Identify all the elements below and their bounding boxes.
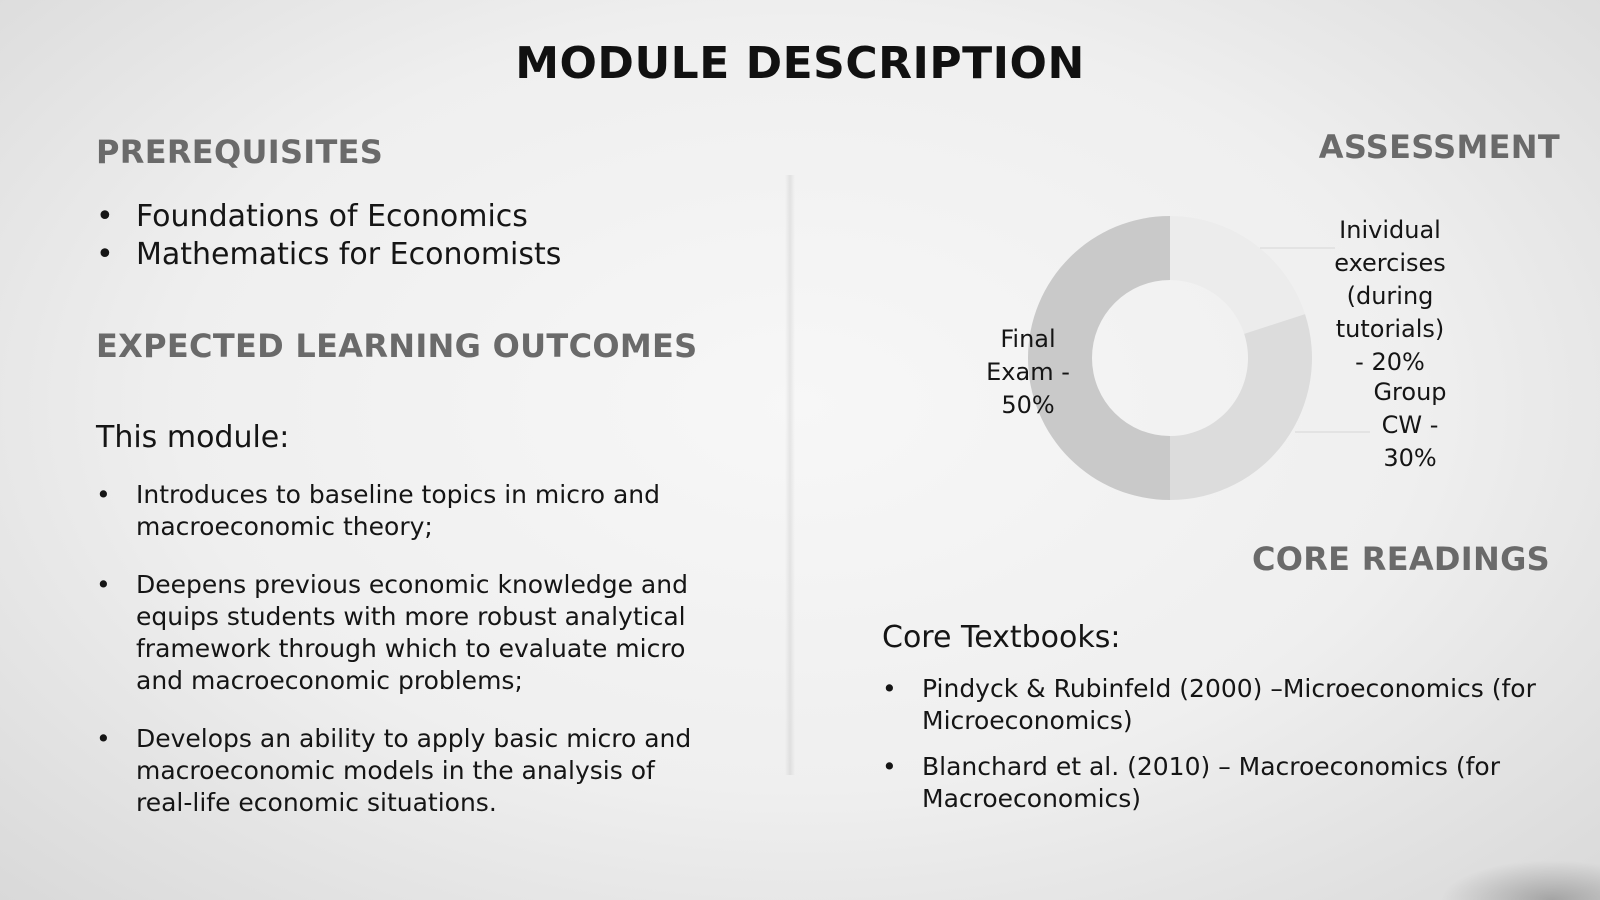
learning-outcomes-heading: EXPECTED LEARNING OUTCOMES (96, 327, 698, 365)
outcome-item: • Deepens previous economic knowledge and equips students with more robust analytical framework through which to evaluate micro and macroeconomic problems; (96, 569, 716, 697)
prerequisites-heading: PREREQUISITES (96, 133, 384, 171)
readings-lead: Core Textbooks: (882, 620, 1121, 655)
slice-label: Final Exam -50% (986, 325, 1070, 419)
column-divider (785, 175, 795, 775)
doughnut-slice (1170, 216, 1305, 334)
prerequisite-item: • Foundations of Economics (96, 198, 746, 236)
slide-title: MODULE DESCRIPTION (515, 38, 1085, 89)
readings-list (882, 673, 1562, 829)
prerequisite-item: • Mathematics for Economists (96, 236, 746, 274)
prerequisites-list (96, 198, 746, 274)
assessment-heading: ASSESSMENT (1318, 128, 1560, 166)
reading-item: • Blanchard et al. (2010) – Macroeconomics (for Macroeconomics) (882, 751, 1562, 815)
outcome-item: • Develops an ability to apply basic micro and macroeconomic models in the analysis of real-life economic situations. (96, 723, 716, 819)
assessment-doughnut-chart (960, 190, 1580, 530)
slice-label: Group CW -30% (1373, 378, 1447, 472)
outcome-item: • Introduces to baseline topics in micro and macroeconomic theory; (96, 479, 716, 543)
outcomes-lead: This module: (96, 420, 290, 455)
corner-shadow (1440, 860, 1600, 900)
reading-item: • Pindyck & Rubinfeld (2000) –Microeconomics (for Microeconomics) (882, 673, 1562, 737)
outcomes-list (96, 479, 716, 845)
slice-label: Inividual exercises (during tutorials) - 20% (1334, 216, 1446, 376)
doughnut-slice (1170, 314, 1312, 500)
core-readings-heading: CORE READINGS (1251, 540, 1550, 578)
